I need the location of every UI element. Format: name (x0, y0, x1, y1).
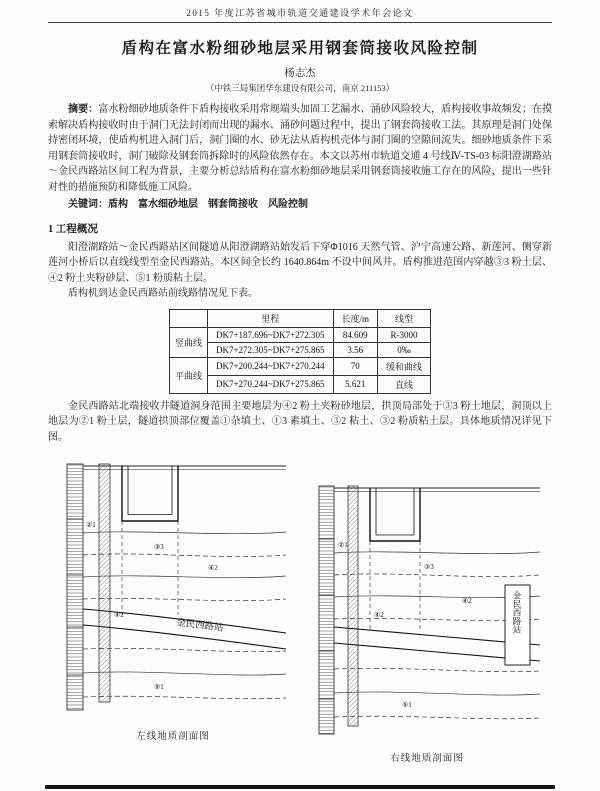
stratum-label: ③3 (424, 563, 434, 571)
table-cell: 5.621 (333, 375, 378, 393)
stratum-label: ④2 (462, 597, 472, 605)
page-header (48, 6, 552, 23)
receiving-shaft-outline (370, 488, 420, 631)
table-cell: DK7+200.244~DK7+270.244 (207, 357, 333, 375)
table-cell: DK7+270.244~DK7+275.865 (207, 375, 333, 393)
stratum-label: ④2 (114, 611, 124, 619)
table-row (169, 357, 430, 375)
receiving-shaft-outline (122, 466, 178, 615)
station-name-label: 金民西路站 (175, 618, 225, 634)
table-row (169, 375, 430, 393)
table-header-cell: 线型 (378, 309, 431, 327)
stratum-label: ⑤1 (154, 683, 164, 691)
keywords-label: 关键词： (68, 199, 108, 210)
table-header-cell (169, 309, 207, 327)
left-geological-profile-drawing (57, 457, 289, 725)
abstract-label: 摘要： (68, 104, 99, 115)
paragraph-overview: 阳澄湖路站～金民西路站区间隧道从阳澄湖路站始发后下穿Φ1016 天然气管、沪宁高速公路、新莲河、侧穿新莲河小桥后以直线线型至金民西路站。本区间全长约 1640.864m 不设中间风井。盾构推进范围内穿越③3 粉土层、④2 粉土夹粉砂层、⑤1 粉质粘土层。 (48, 241, 552, 284)
paragraph-geology: 金民西路站北端接收井隧道洞身范围主要地层为④2 粉土夹粉砂地层，拱顶局部处于③3 粉土地层，洞顶以上地层为②1 粉土层，隧道拱顶部位覆盖①杂填土、①3 素填土、③2 粘土、③2 粉质粘土层。具体地质情况详见下图。 (48, 400, 552, 443)
table-header-row (169, 309, 430, 327)
table-row (169, 327, 430, 342)
keywords-text: 盾构 富水细砂地层 钢套筒接收 风险控制 (108, 199, 308, 210)
scan-edge-shadow (45, 785, 555, 789)
stratum-label: ④2 (208, 564, 218, 572)
abstract-text: 富水粉细砂地质条件下盾构接收采用常规端头加固工艺漏水、涌砂风险较大，盾构接收事故频发；在摸索解决盾构接收时由于洞门无法封闭而出现的漏水、涌砂问题过程中，提出了钢套筒接收工法。其原理是洞门处保持密闭环境，使盾构机进入洞门后，洞门圈的水、砂无法从盾构机壳体与洞门圈的空隙间流失。细砂地质条件下采用钢套筒接收时，洞门破除及钢套筒拆除时的风险依然存在。本文以苏州市轨道交通 4 号线Ⅳ-TS-03 标阳澄湖路站～金民西路站区间工程为背景，主要分析总结盾构在富水粉细砂地层采用钢套筒接收施工存在的风险，提出一些针对性的措施预防和降低施工风险。 (48, 104, 553, 193)
right-geological-profile-drawing (311, 479, 543, 747)
stratum-label: ④2 (374, 611, 384, 619)
station-name-label: 金民西路站 (512, 591, 522, 634)
table-cell: 84.609 (333, 327, 378, 342)
header-divider (48, 22, 552, 23)
paper-title: 盾构在富水粉细砂地层采用钢套筒接收风险控制 (121, 40, 479, 57)
geological-figures (48, 457, 552, 764)
stratum-label: ②1 (86, 521, 96, 529)
abstract-paragraph (48, 102, 552, 195)
table-row (169, 342, 430, 357)
conference-header: 2015 年度江苏省城市轨道交通建设学术年会论文 (186, 8, 414, 18)
table-cell-group: 平曲线 (169, 357, 207, 393)
paragraph-table-intro: 盾构机到达金民西路站前线路情况见下表。 (68, 288, 258, 299)
table-cell: 3.56 (333, 342, 378, 357)
left-figure-caption: 左线地质剖面图 (136, 732, 210, 742)
table-cell: DK7+272.305~DK7+275.865 (207, 342, 333, 357)
borehole-columns (67, 464, 110, 710)
stratum-label: ②1 (338, 541, 348, 549)
author-affiliation: （中铁三局集团华东建设有限公司，南京 211153） (205, 83, 395, 93)
right-figure-caption: 右线地质剖面图 (390, 754, 464, 764)
ground-surface-line (83, 466, 286, 470)
alignment-table (169, 309, 431, 394)
author-name: 杨志杰 (284, 68, 316, 79)
figure-right-profile (311, 479, 543, 764)
table-header-cell: 长度/m (333, 309, 378, 327)
keywords-line (48, 197, 552, 213)
stratum-label: ③3 (154, 543, 164, 551)
alignment-table-head (169, 309, 430, 327)
ground-surface-line (334, 488, 540, 492)
borehole-columns (319, 486, 358, 734)
table-cell: 直线 (378, 375, 431, 393)
table-cell: DK7+187.696~DK7+272.305 (207, 327, 333, 342)
table-cell: 0‰ (378, 342, 431, 357)
station-name-box (505, 585, 530, 665)
alignment-table-body (169, 327, 430, 393)
stratum-label: ⑤1 (402, 701, 412, 709)
section-1-heading: 1 工程概况 (48, 223, 98, 235)
table-cell: 缓和曲线 (378, 357, 431, 375)
table-cell: R-3000 (378, 327, 431, 342)
table-header-cell: 里程 (207, 309, 333, 327)
table-cell: 70 (333, 357, 378, 375)
figure-left-profile (57, 457, 289, 742)
table-cell-group: 竖曲线 (169, 327, 207, 357)
